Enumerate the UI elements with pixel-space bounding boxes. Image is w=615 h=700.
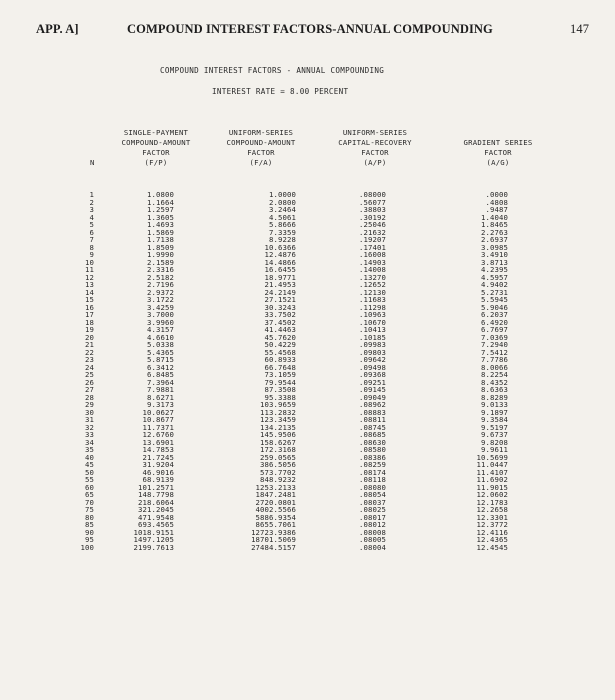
table-cell-n: 33 [85, 430, 94, 439]
table-caption: COMPOUND INTEREST FACTORS - ANNUAL COMPOUNDING [160, 66, 385, 75]
table-cell-ag: 11.6902 [476, 475, 508, 484]
table-cell-fp: 3.4259 [147, 302, 174, 312]
table-cell-ag: 8.6363 [481, 385, 508, 394]
table-cell-fa: 27484.5157 [251, 542, 296, 552]
table-cell-ag: 4.9402 [481, 280, 508, 289]
table-cell-ap: .08883 [359, 407, 386, 417]
table-cell-ag: 8.2254 [481, 370, 508, 379]
table-cell-ap: .25046 [359, 220, 386, 229]
table-cell-n: 29 [85, 400, 94, 409]
table-cell-ap: .10185 [359, 332, 386, 342]
table-cell-fa: 66.7648 [264, 362, 296, 372]
table-cell-n: 65 [85, 490, 94, 499]
table-cell-ap: .08017 [359, 512, 386, 522]
table-cell-n: 26 [85, 377, 94, 387]
table-cell-ag: 8.4352 [481, 377, 508, 387]
table-cell-fa: 60.8933 [264, 355, 296, 364]
table-cell-ag: .4808 [485, 197, 508, 207]
table-cell-ag: 12.4365 [476, 535, 508, 544]
table-cell-fa: 14.4866 [264, 257, 296, 267]
table-cell-ag: 9.5197 [481, 422, 508, 432]
table-cell-fa: 95.3388 [264, 392, 296, 402]
page-number: 147 [570, 22, 590, 36]
table-cell-fp: 9.3173 [147, 400, 174, 409]
table-cell-n: 6 [89, 227, 94, 237]
table-cell-fp: 46.9016 [142, 467, 174, 477]
table-cell-n: 80 [85, 512, 94, 522]
table-cell-fp: 21.7245 [142, 452, 174, 462]
table-cell-ag: 12.2658 [476, 505, 508, 514]
table-cell-ag: 12.4545 [476, 542, 508, 552]
table-cell-fa: 33.7502 [264, 310, 296, 319]
table-cell-ap: .08174 [359, 467, 386, 477]
table-cell-ag: 1.4040 [481, 212, 508, 222]
table-cell-n: 8 [89, 242, 94, 252]
table-cell-n: 7 [89, 235, 94, 244]
table-cell-fp: 1.2597 [147, 205, 174, 214]
header-n: N [90, 158, 95, 167]
table-cell-fp: 1.3605 [147, 212, 174, 222]
table-cell-fa: 55.4568 [264, 347, 296, 357]
table-cell-fa: 103.9659 [260, 400, 296, 409]
header-ap [320, 128, 430, 168]
table-cell-ap: .11683 [359, 295, 386, 304]
table-cell-ag: 4.5957 [481, 272, 508, 282]
table-cell-ap: .08025 [359, 505, 386, 514]
table-cell-fa: 1847.2481 [255, 490, 296, 499]
table-cell-ap: .10963 [359, 310, 386, 319]
table-cell-ag: 9.8208 [481, 437, 508, 447]
table-cell-fa: 30.3243 [264, 302, 296, 312]
table-cell-ag: 4.2395 [481, 265, 508, 274]
table-cell-n: 32 [85, 422, 94, 432]
table-cell-n: 18 [85, 317, 94, 327]
table-cell-ap: .56077 [359, 197, 386, 207]
table-cell-n: 60 [85, 482, 94, 492]
header-line: COMPOUND-AMOUNT [226, 138, 296, 147]
table-cell-ag: 2.6937 [481, 235, 508, 244]
table-cell-fa: 134.2135 [260, 422, 296, 432]
table-cell-n: 75 [85, 505, 94, 514]
table-cell-n: 15 [85, 295, 94, 304]
table-cell-ag: 7.2940 [481, 340, 508, 349]
table-cell-fp: 1.4693 [147, 220, 174, 229]
table-cell-ap: .14903 [359, 257, 386, 267]
table-cell-ag: 1.8465 [481, 220, 508, 229]
table-cell-n: 50 [85, 467, 94, 477]
table-cell-n: 40 [85, 452, 94, 462]
header-line: FACTOR [142, 148, 170, 157]
table-cell-fa: 10.6366 [264, 242, 296, 252]
table-cell-ag: 9.6737 [481, 430, 508, 439]
table-cell-n: 28 [85, 392, 94, 402]
table-cell-fa: 50.4229 [264, 340, 296, 349]
table-cell-fp: 10.8677 [142, 415, 174, 424]
table-cell-n: 35 [85, 445, 94, 454]
table-cell-fp: 5.0338 [147, 340, 174, 349]
table-cell-ag: 7.0369 [481, 332, 508, 342]
column-ag [448, 191, 508, 551]
table-cell-ap: .08386 [359, 452, 386, 462]
table-cell-fa: 12723.9386 [251, 527, 296, 537]
table-cell-ap: .09049 [359, 392, 386, 402]
table-cell-ap: .08004 [359, 542, 386, 552]
table-cell-fa: 12.4876 [264, 250, 296, 259]
table-cell-n: 24 [85, 362, 94, 372]
column-ap [336, 191, 386, 551]
column-fa [226, 191, 296, 551]
table-cell-fp: 1.0800 [147, 190, 174, 199]
column-fp [108, 191, 174, 551]
table-cell-ap: .11298 [359, 302, 386, 312]
table-cell-ap: .08962 [359, 400, 386, 409]
table-cell-fa: 16.6455 [264, 265, 296, 274]
table-cell-ap: .08054 [359, 490, 386, 499]
table-cell-n: 11 [85, 265, 94, 274]
header-line: GRADIENT SERIES [463, 138, 533, 147]
header-line: FACTOR [484, 148, 512, 157]
table-cell-n: 22 [85, 347, 94, 357]
table-cell-fa: 4002.5566 [255, 505, 296, 514]
table-cell-n: 19 [85, 325, 94, 334]
header-line: UNIFORM-SERIES [228, 128, 294, 137]
table-cell-fa: 37.4502 [264, 317, 296, 327]
table-cell-fp: 218.6064 [138, 497, 174, 507]
table-cell-n: 85 [85, 520, 94, 529]
table-cell-fp: 148.7798 [138, 490, 174, 499]
table-cell-n: 23 [85, 355, 94, 364]
table-cell-fp: 4.6610 [147, 332, 174, 342]
table-cell-fp: 2199.7613 [133, 542, 174, 552]
table-cell-n: 14 [85, 287, 94, 297]
table-cell-ap: .08005 [359, 535, 386, 544]
table-cell-n: 3 [89, 205, 94, 214]
table-cell-ap: .08000 [359, 190, 386, 199]
header-line: SINGLE-PAYMENT [123, 128, 189, 137]
table-cell-fa: 8655.7061 [255, 520, 296, 529]
header-line: (F/A) [249, 158, 273, 167]
table-cell-n: 45 [85, 460, 94, 469]
table-cell-ag: 12.3301 [476, 512, 508, 522]
header-line: (A/G) [486, 158, 510, 167]
header-line: UNIFORM-SERIES [342, 128, 408, 137]
table-cell-ap: .30192 [359, 212, 386, 222]
table-cell-ap: .08118 [359, 475, 386, 484]
table-cell-n: 4 [89, 212, 94, 222]
table-cell-fa: 45.7620 [264, 332, 296, 342]
table-cell-ag: 5.5945 [481, 295, 508, 304]
table-cell-n: 55 [85, 475, 94, 484]
table-cell-ap: .17401 [359, 242, 386, 252]
table-cell-fp: 11.7371 [142, 422, 174, 432]
table-cell-fp: 6.8485 [147, 370, 174, 379]
interest-rate-line: INTEREST RATE = 8.00 PERCENT [212, 87, 349, 96]
table-cell-fa: 7.3359 [269, 227, 296, 237]
header-line: FACTOR [247, 148, 275, 157]
table-cell-ap: .12652 [359, 280, 386, 289]
table-cell-n: 30 [85, 407, 94, 417]
table-cell-ap: .09983 [359, 340, 386, 349]
table-cell-ag: 12.0602 [476, 490, 508, 499]
table-cell-fp: 13.6901 [142, 437, 174, 447]
table-cell-fa: 5.8666 [269, 220, 296, 229]
table-cell-fp: 3.9960 [147, 317, 174, 327]
table-cell-fa: 8.9228 [269, 235, 296, 244]
table-cell-fa: 4.5061 [269, 212, 296, 222]
table-cell-n: 17 [85, 310, 94, 319]
table-cell-ag: 11.0447 [476, 460, 508, 469]
running-title: COMPOUND INTEREST FACTORS-ANNUAL COMPOUNDING [127, 22, 493, 36]
table-cell-ag: 11.4107 [476, 467, 508, 477]
table-cell-fa: 3.2464 [269, 205, 296, 214]
table-cell-fp: 2.7196 [147, 280, 174, 289]
table-cell-fa: 27.1521 [264, 295, 296, 304]
table-cell-n: 21 [85, 340, 94, 349]
table-cell-ap: .09498 [359, 362, 386, 372]
table-cell-ap: .16008 [359, 250, 386, 259]
table-cell-ap: .08811 [359, 415, 386, 424]
table-cell-ag: .0000 [485, 190, 508, 199]
table-cell-fp: 1497.1205 [133, 535, 174, 544]
header-fa [206, 128, 316, 168]
table-cell-fp: 8.6271 [147, 392, 174, 402]
table-cell-fa: 145.9506 [260, 430, 296, 439]
table-cell-ag: 3.4910 [481, 250, 508, 259]
table-cell-fa: 573.7702 [260, 467, 296, 477]
table-cell-ap: .08012 [359, 520, 386, 529]
table-cell-fa: 172.3168 [260, 445, 296, 454]
table-cell-fp: 471.9548 [138, 512, 174, 522]
table-cell-n: 5 [89, 220, 94, 229]
table-cell-n: 25 [85, 370, 94, 379]
table-cell-ag: 8.0066 [481, 362, 508, 372]
table-cell-fp: 5.8715 [147, 355, 174, 364]
table-cell-fa: 158.6267 [260, 437, 296, 447]
table-cell-fp: 1018.9151 [133, 527, 174, 537]
table-cell-fa: 24.2149 [264, 287, 296, 297]
table-cell-ag: 3.8713 [481, 257, 508, 267]
table-cell-ag: 6.7697 [481, 325, 508, 334]
table-cell-ap: .10413 [359, 325, 386, 334]
table-cell-fp: 321.2045 [138, 505, 174, 514]
table-cell-ag: 3.0985 [481, 242, 508, 252]
table-cell-ag: 5.2731 [481, 287, 508, 297]
table-cell-fp: 3.7000 [147, 310, 174, 319]
table-cell-fp: 7.9881 [147, 385, 174, 394]
table-cell-ap: .08008 [359, 527, 386, 537]
table-cell-fa: 259.0565 [260, 452, 296, 462]
table-cell-n: 16 [85, 302, 94, 312]
table-cell-ag: 8.8289 [481, 392, 508, 402]
table-cell-fp: 1.1664 [147, 197, 174, 207]
table-cell-fp: 12.6760 [142, 430, 174, 439]
appendix-label: APP. A] [36, 22, 79, 36]
running-head [0, 22, 615, 38]
table-cell-fa: 21.4953 [264, 280, 296, 289]
table-cell-ag: 7.7786 [481, 355, 508, 364]
table-cell-ap: .13270 [359, 272, 386, 282]
table-cell-n: 31 [85, 415, 94, 424]
header-fp [96, 128, 216, 168]
table-cell-ag: 9.1897 [481, 407, 508, 417]
table-cell-ap: .10670 [359, 317, 386, 327]
table-cell-ap: .09803 [359, 347, 386, 357]
table-cell-fa: 113.2832 [260, 407, 296, 417]
table-cell-ag: 6.2037 [481, 310, 508, 319]
header-line: COMPOUND-AMOUNT [121, 138, 191, 147]
table-cell-fp: 14.7853 [142, 445, 174, 454]
table-cell-ap: .14008 [359, 265, 386, 274]
table-cell-fa: 1253.2133 [255, 482, 296, 492]
table-cell-fp: 6.3412 [147, 362, 174, 372]
table-cell-ag: 6.4920 [481, 317, 508, 327]
table-cell-ap: .08685 [359, 430, 386, 439]
table-cell-ag: 12.1783 [476, 497, 508, 507]
table-cell-ap: .09145 [359, 385, 386, 394]
table-cell-ag: .9487 [485, 205, 508, 214]
table-cell-fp: 31.9204 [142, 460, 174, 469]
table-cell-ap: .08745 [359, 422, 386, 432]
table-cell-fa: 41.4463 [264, 325, 296, 334]
table-cell-ap: .09368 [359, 370, 386, 379]
table-cell-fp: 68.9139 [142, 475, 174, 484]
table-cell-ag: 9.3584 [481, 415, 508, 424]
table-cell-fa: 123.3459 [260, 415, 296, 424]
table-cell-fa: 386.5056 [260, 460, 296, 469]
table-cell-fp: 1.7138 [147, 235, 174, 244]
table-cell-n: 1 [89, 190, 94, 199]
table-cell-n: 27 [85, 385, 94, 394]
table-cell-fp: 3.1722 [147, 295, 174, 304]
table-cell-n: 9 [89, 250, 94, 259]
table-cell-ap: .12130 [359, 287, 386, 297]
table-cell-n: 2 [89, 197, 94, 207]
header-line: FACTOR [361, 148, 389, 157]
table-cell-fp: 2.3316 [147, 265, 174, 274]
table-cell-n: 90 [85, 527, 94, 537]
table-cell-fa: 1.0000 [269, 190, 296, 199]
table-cell-ag: 10.5699 [476, 452, 508, 462]
table-cell-fa: 848.9232 [260, 475, 296, 484]
table-cell-ap: .21632 [359, 227, 386, 237]
table-cell-fp: 1.8509 [147, 242, 174, 252]
table-cell-ap: .08259 [359, 460, 386, 469]
table-cell-n: 95 [85, 535, 94, 544]
table-cell-fp: 1.5869 [147, 227, 174, 237]
table-cell-fa: 79.9544 [264, 377, 296, 387]
table-cell-ap: .09642 [359, 355, 386, 364]
table-cell-fp: 2.1589 [147, 257, 174, 267]
table-cell-n: 34 [85, 437, 94, 447]
table-cell-ap: .19207 [359, 235, 386, 244]
header-ag [438, 138, 558, 168]
table-cell-ap: .08080 [359, 482, 386, 492]
table-cell-n: 13 [85, 280, 94, 289]
table-cell-ag: 9.9611 [481, 445, 508, 454]
table-cell-ap: .08630 [359, 437, 386, 447]
table-cell-n: 12 [85, 272, 94, 282]
table-cell-ag: 12.4116 [476, 527, 508, 537]
table-cell-fp: 101.2571 [138, 482, 174, 492]
table-cell-n: 20 [85, 332, 94, 342]
table-cell-ag: 11.9015 [476, 482, 508, 492]
table-cell-fa: 2720.0801 [255, 497, 296, 507]
table-cell-ap: .09251 [359, 377, 386, 387]
table-cell-fp: 1.9990 [147, 250, 174, 259]
table-cell-fp: 693.4565 [138, 520, 174, 529]
table-cell-ap: .08037 [359, 497, 386, 507]
table-cell-ag: 2.2763 [481, 227, 508, 237]
table-cell-fa: 18701.5069 [251, 535, 296, 544]
header-line: CAPITAL-RECOVERY [338, 138, 412, 147]
header-line: (F/P) [144, 158, 168, 167]
table-cell-fp: 4.3157 [147, 325, 174, 334]
table-cell-fa: 5886.9354 [255, 512, 296, 522]
table-cell-ag: 7.5412 [481, 347, 508, 357]
table-cell-fa: 87.3508 [264, 385, 296, 394]
table-cell-fp: 7.3964 [147, 377, 174, 387]
table-cell-fa: 2.0800 [269, 197, 296, 207]
table-cell-fa: 73.1059 [264, 370, 296, 379]
table-cell-fp: 5.4365 [147, 347, 174, 357]
table-cell-fp: 2.9372 [147, 287, 174, 297]
table-cell-fa: 18.9771 [264, 272, 296, 282]
table-cell-ap: .08580 [359, 445, 386, 454]
table-cell-fp: 10.0627 [142, 407, 174, 417]
table-cell-n: 70 [85, 497, 94, 507]
column-n [70, 191, 94, 551]
table-cell-ag: 9.0133 [481, 400, 508, 409]
table-cell-ap: .38803 [359, 205, 386, 214]
table-cell-n: 100 [80, 542, 94, 552]
table-cell-ag: 5.9046 [481, 302, 508, 312]
table-cell-ag: 12.3772 [476, 520, 508, 529]
table-cell-n: 10 [85, 257, 94, 267]
header-line: (A/P) [363, 158, 387, 167]
table-cell-fp: 2.5182 [147, 272, 174, 282]
